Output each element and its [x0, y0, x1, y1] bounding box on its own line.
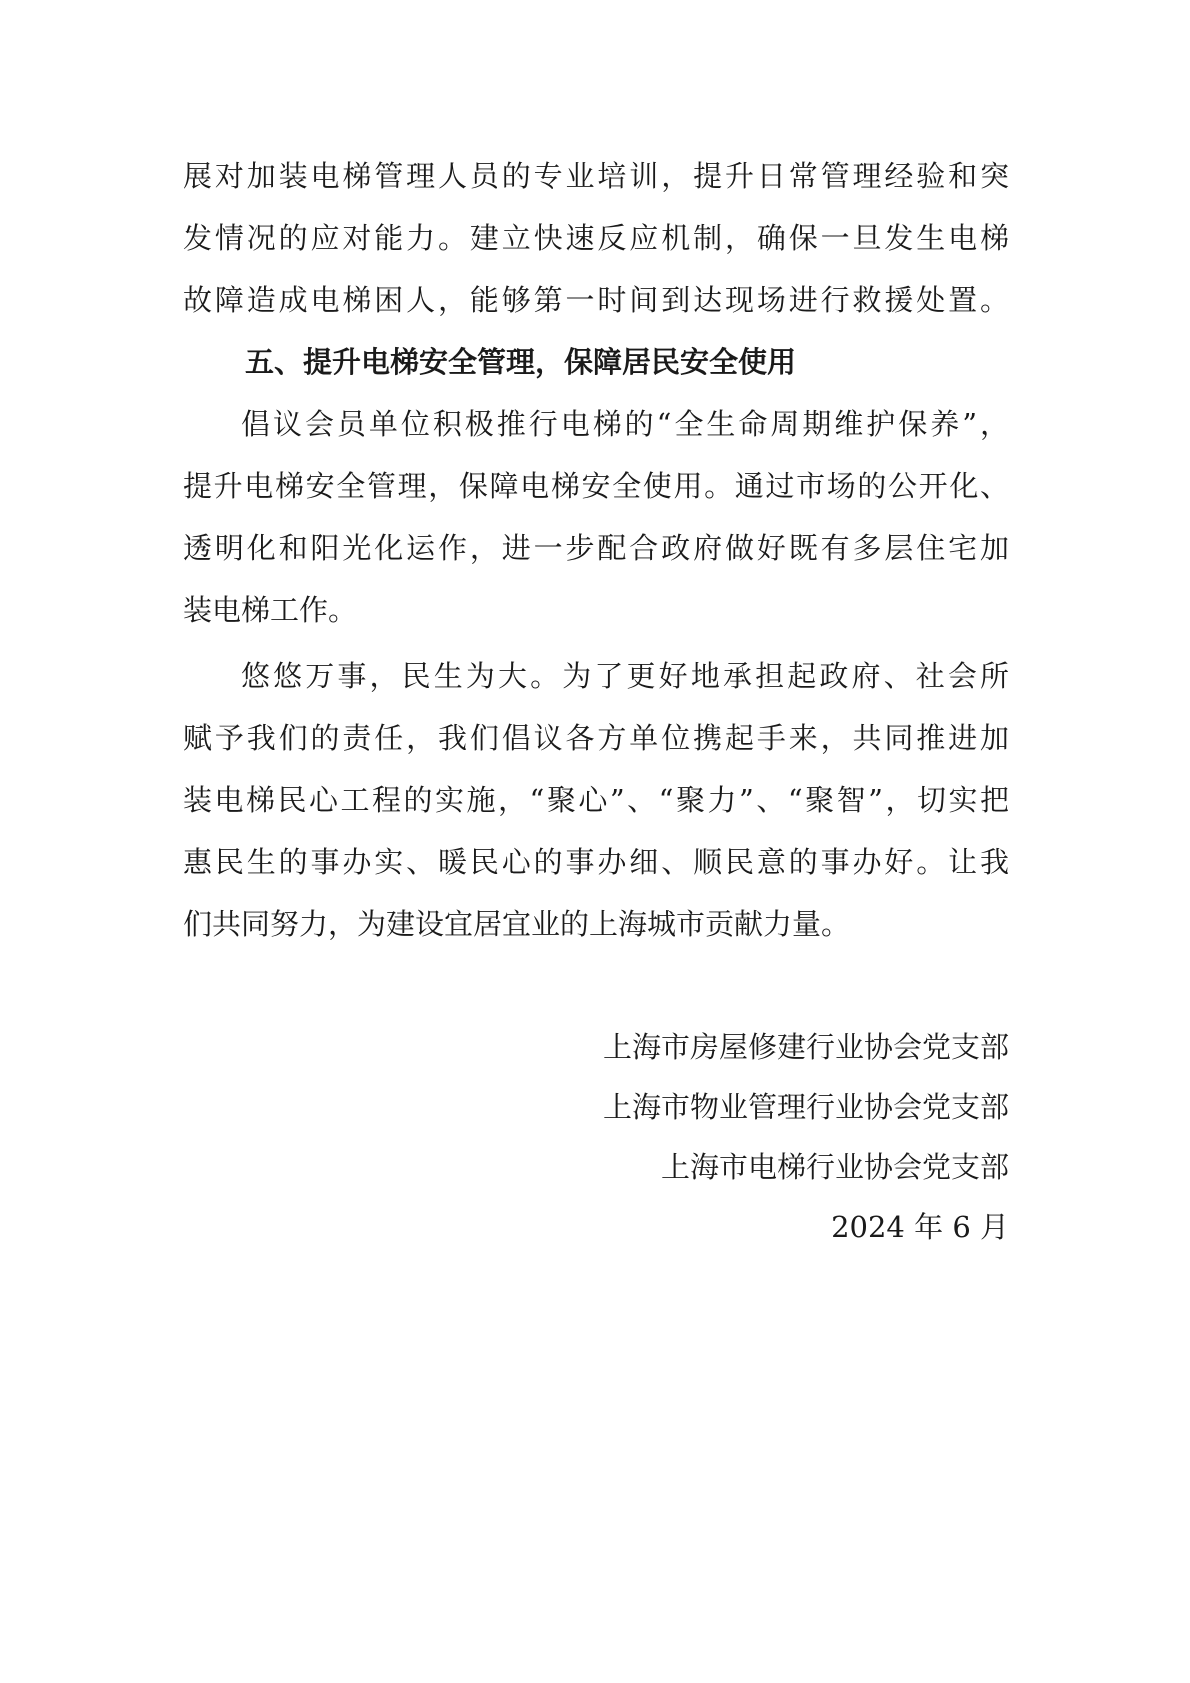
paragraph-section5	[183, 393, 1009, 641]
paragraph-continued	[183, 145, 1009, 331]
signatory: 上海市物业管理行业协会党支部	[602, 1090, 1009, 1124]
text-line: 惠民生的事办实、暖民心的事办细、顺民意的事办好。让我	[183, 845, 1009, 879]
text-line: 发情况的应对能力。建立快速反应机制，确保一旦发生电梯	[183, 221, 1009, 255]
signatory: 上海市房屋修建行业协会党支部	[602, 1030, 1009, 1064]
text-line: 悠悠万事，民生为大。为了更好地承担起政府、社会所	[241, 659, 1009, 693]
text-line: 提升电梯安全管理，保障电梯安全使用。通过市场的公开化、	[183, 469, 1009, 503]
text-line: 故障造成电梯困人，能够第一时间到达现场进行救援处置。	[183, 283, 1009, 317]
text-line: 赋予我们的责任，我们倡议各方单位携起手来，共同推进加	[183, 721, 1009, 755]
document-body	[183, 145, 1009, 955]
signature-block	[309, 1017, 1009, 1257]
text-line: 装电梯工作。	[183, 593, 358, 627]
text-line: 透明化和阳光化运作，进一步配合政府做好既有多层住宅加	[183, 531, 1009, 565]
section-heading: 五、提升电梯安全管理，保障居民安全使用	[245, 345, 797, 379]
paragraph-closing	[183, 645, 1009, 955]
text-line: 展对加装电梯管理人员的专业培训，提升日常管理经验和突	[183, 159, 1009, 193]
signatory: 上海市电梯行业协会党支部	[660, 1150, 1009, 1184]
document-date: 2024 年 6 月	[831, 1210, 1009, 1244]
text-line: 们共同努力，为建设宜居宜业的上海城市贡献力量。	[183, 907, 851, 941]
text-line: 装电梯民心工程的实施，“聚心”、“聚力”、“聚智”，切实把	[183, 783, 1009, 817]
text-line: 倡议会员单位积极推行电梯的“全生命周期维护保养”，	[241, 407, 1009, 441]
